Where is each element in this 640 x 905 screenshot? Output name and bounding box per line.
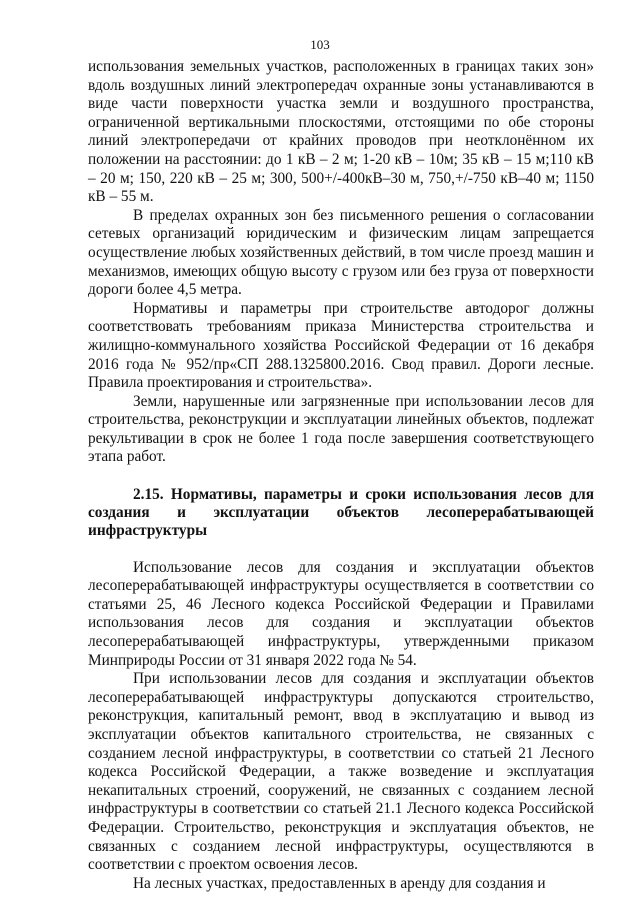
- paragraph: Использование лесов для создания и эксплуатации объектов лесоперерабатывающей инфраструктуры осуществляется в соответствии со статьями 25, 46 Лесного кодекса Российской Федерации и Правилами использования лесов для создания и эксплуатации объектов лесоперерабатывающей инфраструктуры, утвержденными приказом Минприроды России от 31 января 2022 года № 54.: [88, 558, 594, 669]
- paragraph: В пределах охранных зон без письменного решения о согласовании сетевых организаций юридическим и физическим лицам запрещается осуществление любых хозяйственных действий, в том числе проезд машин и механизмов, имеющих общую высоту с грузом или без груза от поверхности дороги более 4,5 метра.: [88, 206, 594, 299]
- paragraph-truncated: На лесных участках, предоставленных в аренду для создания и: [133, 874, 546, 892]
- paragraph: Нормативы и параметры при строительстве автодорог должны соответствовать требованиям приказа Министерства строительства и жилищно-коммунального хозяйства Российской Федерации от 16 декабря 2016 года № 952/пр«СП 288.1325800.2016. Свод правил. Дороги лесные. Правила проектирования и строительства».: [88, 299, 594, 392]
- document-body: [88, 58, 594, 893]
- paragraph: Земли, нарушенные или загрязненные при использовании лесов для строительства, реконструкции и эксплуатации линейных объектов, подлежат рекультивации в срок не более 1 года после завершения соответствующего этапа работ.: [88, 392, 594, 466]
- paragraph: При использовании лесов для создания и эксплуатации объектов лесоперерабатывающей инфраструктуры допускаются строительство, реконструкция, капитальный ремонт, ввод в эксплуатацию и вывод из эксплуатации объектов капитального строительства, не связанных с созданием лесной инфраструктуры, в соответствии со статьей 21 Лесного кодекса Российской Федерации, а также возведение и эксплуатация некапитальных строений, сооружений, не связанных с созданием лесной инфраструктуры в соответствии со статьей 21.1 Лесного кодекса Российской Федерации. Строительство, реконструкция и эксплуатация объектов, не связанных с созданием лесной инфраструктуры, осуществляются в соответствии с проектом освоения лесов.: [88, 670, 594, 874]
- paragraph-continuation: использования земельных участков, расположенных в границах таких зон» вдоль воздушных линий электропередач охранные зоны устанавливаются в виде части поверхности участка земли и воздушного пространства, ограниченной вертикальными плоскостями, отстоящими по обе стороны линий электропередачи от крайних проводов при неотклонённом их положении на расстоянии: до 1 кВ – 2 м; 1-20 кВ – 10м; 35 кВ – 15 м;110 кВ – 20 м; 150, 220 кВ – 25 м; 300, 500+/-400кВ–30 м, 750,+/-750 кВ–40 м; 1150 кВ – 55 м.: [88, 58, 594, 206]
- page-number: 103: [310, 37, 330, 52]
- section-heading: 2.15. Нормативы, параметры и сроки использования лесов для создания и эксплуатации объектов лесоперерабатывающей инфраструктуры: [88, 486, 594, 540]
